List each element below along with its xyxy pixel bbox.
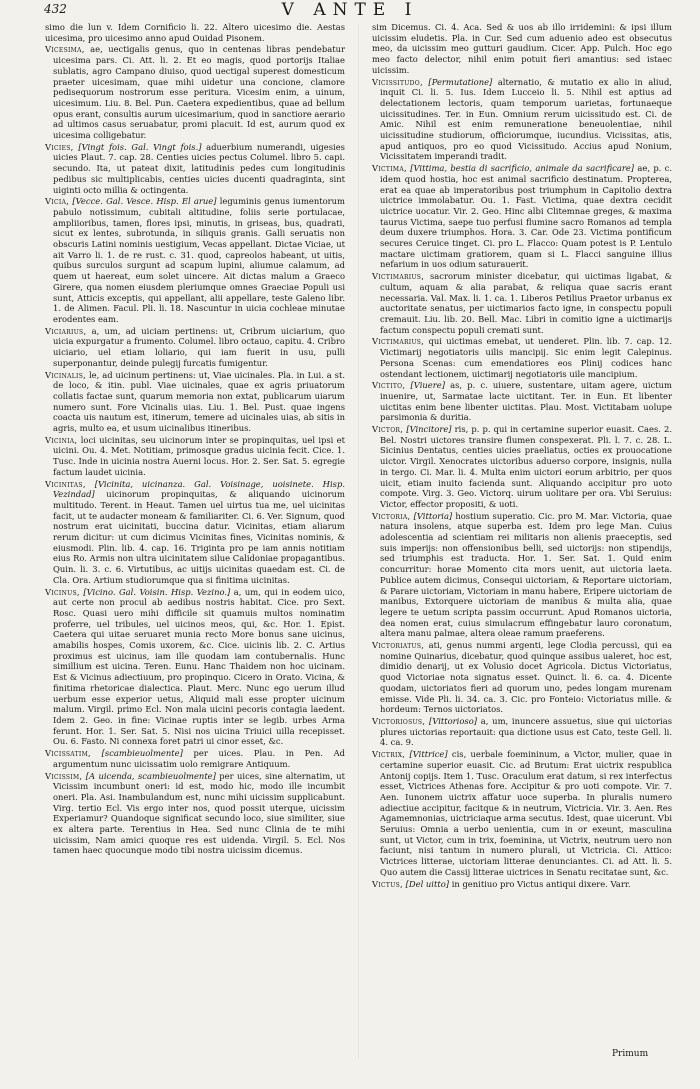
entry-translation: [Vittorioso]	[429, 716, 477, 726]
entry-body: ris, p. p. qui in certamine superior euasit. Caes. 2. Bel. Nostri uictores transire flumen conspexerat. Pli. l. 7. c. 28. L. Sicinius Dentatus, centies uicies praeliatus, octies ex prouocatione uictor. Virgil. Xenocrates uictoribus aduerso corpore, insignis, nulla in tergo. Ci. Mar. li. 4. Multa enim uictori eorum arbitrio, per quos uicit, etiam inuito facienda sunt. Aliquando accipitur pro uoto compote. Virg. 3. Geo. Victorq. uirum uolitare per ora. Vbi Seruius: Victor, effector propositi, & uoti.	[380, 424, 672, 509]
entry-headword: Vicinalis,	[45, 369, 87, 380]
entry-body: in genitiuo pro Victus antiqui dixere. Varr.	[451, 878, 631, 889]
entry-translation: [Vittoria]	[413, 510, 453, 521]
entry-body: ae, p. c. idem quod hostia, hoc est animal sacrificio destinatum. Propterea, erat ea quae ab imperatoribus post triumphum in Capitolio dextra uictrice immolabatur. Ou. 1. Fast. Victima, quae dextra cecidit uictrice uocatur. Vir. 2. Geo. Hinc albi Clitemnae greges, & maxima taurus Victima, saepe tuo perfusi flumine sacro Romanos ad templa deum duxere triumphos. Hora. 3. Car. Ode 23. Victima pontificum secures Ceruice tinget. Ci. pro L. Flacco: Quam potest is P. Lentulo mactare uictimam gratiorem, quam si L. Flacci sanguine illius nefarium in uos odium saturauerit.	[380, 163, 672, 270]
entry-translation: [Viuere]	[410, 380, 445, 391]
entry-translation: [Vittima, bestia di sacrificio, animale da sacrificare]	[410, 163, 635, 174]
right-column	[372, 22, 672, 1062]
entry-body: le, ad uicinum pertinens: ut, Viae uicinales. Pla. in Lui. a st. de loco, & itin. publ. Viae uicinales, quae ex agris priuatorum collatis factae sunt, quarum memoria non extat, publicarum uiarum numero sunt. Fore Vicinalis uias. Liu. 1. Bel. Pust. quae ingens coacta uis nautum est, itinerum, temere ad uicinales uias, ab sitis in agris, multo ea, et usum uicinalibus itineribus.	[53, 369, 345, 434]
entry-headword: Victrix,	[372, 749, 406, 760]
entry-body: simo die lun v. Idem Cornificio li. 22. Altero uicesimo die. Aestas uicesima, pro uicesimo anno apud Ouidad Pisonem.	[45, 22, 345, 43]
dictionary-entry	[45, 370, 345, 434]
entry-translation: [Permutatione]	[428, 76, 493, 87]
dictionary-entry	[45, 435, 345, 478]
entry-body: sim Dicemus. Ci. 4. Aca. Sed & uos ab illo irridemini: & ipsi illum uicissim eludetis. Pla. in Cur. Sed cum aduenio adeo est obsecutus meo, da uicissim meo gutturi gaudium. Cicer. App. Pulch. Hoc ego meo facto delector, nihil enim potuit fieri amantius: sed istaec uicissim.	[372, 22, 672, 75]
entry-body: per uices. Plau. in Pen. Ad argumentum nunc uicissatim uolo remigrare Antiquum.	[53, 748, 345, 769]
running-head: V ANTE I	[281, 0, 419, 20]
entry-translation: [Del uitto]	[405, 878, 450, 889]
entry-body: a, um, inuncere assuetus, siue qui uictorias plures uictorias reportauit: qua dictione usus est Cato, teste Gell. li. 4. ca. 9.	[380, 716, 672, 748]
entry-translation: [A uicenda, scambieuolmente]	[85, 770, 216, 781]
entry-headword: Vicissitudo,	[372, 76, 423, 87]
entry-translation: [scambieuolmente]	[101, 748, 183, 759]
entry-body: hostium superatio. Cic. pro M. Mar. Victoria, quae natura insolens, atque superba est. Idem pro lege Man. Cuius adolescentia ad scientiam rei militaris non alienis praeceptis, sed suis imperijs: non offensionibus belli, sed uictorijs: non stipendijs, sed triumphis est traducta. Hor. 1. Ser. Sat. 1. Quid enim concurritur: horae Momento cita mors uenit, aut uictoria laeta. Publice autem dicimus, Consequi uictoriam, & Reportare uictoriam, & Parare uictoriam, Victoriam in manu habere, Eripere uictoriam de manibus, Extorquere uictoriam de manibus & multa alia, quae legere te uetum scripta passim occurrunt. Apud Romanos uictoria, dea nomen erat, cuius simulacrum effingebatur lauro coronatum, altera manu palmae, altera oleae ramum praeferens.	[380, 510, 672, 639]
entry-translation: [Vittrice]	[409, 749, 448, 760]
entry-body: leguminis genus iumentorum pabulo notissimum, cubitali altitudine, foliis serie portulacae, ampliioribus, tamen, flores ipsi, minutis, in griseas, bus, quadrati, sicut ex lentes, subrotunda, in siliquis granis. Galli seruatis non obscuris Latini nominis uestigium, Vecas appellant. Dictae Viciae, ut ait Varro li. 1. de re rust. c. 31. quod, capreolos habeant, ut uitis, quibus surculos surgunt ad scapum lupini, aliumue calamum, ad quem ut haereat, eum solet uincere. Ait dictas malum a Graeco Girere, qua nomen eiusdem pleriumque omnes Graeciae Populi usi sunt, Atticis exceptis, qui appellant, alii appellare, teste Galeno libr. 1. de Alimen. Facul. Pli. li. 18. Nascuntur in uicia cochleae minutae erodentes eam.	[53, 196, 345, 324]
entry-body: ae, uectigalis genus, quo in centenas libras pendebatur uicesima pars. Ci. Att. li. 2. Et eo magis, quod portorijs Italiae sublatis, agro Campano diuiso, quod uectigal superest domesticum praeter uicesimam, quae mihi uidetur una concione, clamore pedisequorum nostrorum esse peritura. Vicesim enim, a uinum, uicesimum. Liu. 8. Bel. Pun. Caetera expedientibus, quae ad bellum opus erant, consultis aurum uicesimarium, quod in sanctiore aerario ad ultimos casus seruabatur, promi placuit. Id est, aurum quod ex uicesima colligebatur.	[53, 44, 345, 141]
entry-headword: Vicinus,	[45, 586, 80, 597]
entry-translation: [Vicino. Gal. Voisin. Hisp. Vezino.]	[83, 586, 231, 597]
entry-headword: Vicinia,	[45, 434, 78, 445]
entry-headword: Vicinitas,	[45, 478, 86, 489]
dictionary-entry	[45, 196, 345, 324]
entry-headword: Victoriatus,	[372, 640, 425, 651]
entry-headword: Vicesima,	[45, 44, 85, 55]
entry-body: qui uictimas emebat, ut uenderet. Plin. lib. 7. cap. 12. Victimarij negotiatoris uilis mancipij. Sic enim legit Calepinus. Persona Scenas: cum emendatiores eos Plinij codices hanc ostendant lectionem, uictimarij negotiatoris uile mancipium.	[380, 336, 672, 379]
entry-headword: Victito,	[372, 380, 406, 391]
entry-body: a, um, qui in eodem uico, aut certe non procul ab aedibus nostris habitat. Cice. pro Sext. Rosc. Quasi uero mihi difficile sit quamuis multos nominatim proferre, uel tribules, uel uicinos meos, qui, &c. Hor. 1. Epist. Caetera qui uitae seruaret munia recto More bonus sane uicinus, amabilis hospes, Comis uxorem, &c. Cice. uicinis lib. 2. C. Artius proximus est uicinus, iam ille quodam iam contubernalis. Hunc simillium est uicina. Teren. Eunu. Hanc Thaidem non hoc uicinam. Est & Vicinus adiectiuum, pro propinquo. Cicero in Orato. Vicina, & finitima rhetoricae dialectica. Plaut. Merc. Nunc ego uerum illud uerbum esse experior uetus, Aliquid mali esse propter uicinum malum. Virgil. primo Ecl. Non mala uicini pecoris contagia laedent. Idem 2. Geo. in fine: Vicinae ruptis inter se legib. urbes Arma ferunt. Hor. 1. Ser. Sat. 5. Nisi nos uicina Triuici uilla recepisset. Ou. 6. Fasto. Ni connexa foret patri ui cinor esset, &c.	[53, 586, 345, 747]
dictionary-entry	[45, 771, 345, 857]
column-gutter	[358, 24, 359, 1059]
entry-headword: Vicissatim,	[45, 748, 91, 759]
entry-body: uicinorum propinquitas, & aliquando uicinorum multitudo. Terent. in Heaut. Tamen uel uirtus tua me, uel uicinitas facit, ut te audacter moneam & familiariter. Ci. 6. Ver. Signum, quod nostrum erat uicinitati, buccina datur. Vicinitas, etiam aliarum rerum dicitur: ut cum dicimus Vicinitas fines, Vicinitas nominis, & eiusmodi. Plin. lib. 4. cap. 16. Triginta pro pe iam annis notitiam eius Ro. Armis non ultra uicinitatem silue Calidoniae propagantibus. Quin. li. 3. c. 6. Virtutibus, ac uitijs uicinitas quaedam est. Ci. de Cla. Ora. Artium studiorumque qua si finitima uicinitas.	[53, 489, 345, 585]
entry-headword: Victimarius,	[372, 271, 425, 282]
dictionary-entry	[372, 380, 672, 423]
entry-headword: Victoria,	[372, 510, 411, 521]
entry-headword: Victimarius,	[372, 336, 425, 347]
dictionary-entry	[372, 716, 672, 748]
entry-headword: Vicissim,	[45, 770, 83, 781]
dictionary-entry	[45, 748, 345, 769]
dictionary-entry	[372, 424, 672, 510]
dictionary-entry	[45, 326, 345, 369]
entry-body: a, um, ad uiciam pertinens: ut, Cribrum uiciarium, quo uicia expurgatur a frumento. Columel. libro octauo, capitu. 4. Cribro uiciario, uel etiam loliario, qui iam fuerit in usu, pulli superponantur, deinde pulegij furcatis fumigentur.	[53, 325, 345, 368]
dictionary-entry	[372, 163, 672, 270]
entry-headword: Victus,	[372, 878, 403, 889]
left-column	[45, 22, 345, 1062]
entry-headword: Vicies,	[45, 141, 74, 152]
entry-translation: [Vecce. Gal. Vesce. Hisp. El arue]	[72, 196, 217, 207]
dictionary-entry	[372, 749, 672, 877]
dictionary-entry	[45, 44, 345, 140]
entry-translation: [Vingt fois. Gal. Vingt fois.]	[78, 141, 202, 152]
entry-body: sacrorum minister dicebatur, qui uictimas ligabat, & cultum, aquam & alia parabat, & reliqua quae sacris erant necessaria. Val. Max. li. 1. ca. 1. Liberos Petilius Praetor urbanus ex auctoritate senatus, per uictimarios facto igne, in conspectu populi cremauit. Liu. lib. 20. Bell. Mac. Libri in comitio igne a uictimarijs factum conspectu populi cremati sunt.	[380, 271, 672, 335]
dictionary-entry	[45, 587, 345, 748]
dictionary-entry	[45, 142, 345, 196]
page-number: 432	[44, 2, 67, 16]
dictionary-entry	[372, 336, 672, 379]
dictionary-entry	[372, 271, 672, 335]
catchword: Primum	[612, 1049, 649, 1059]
entry-headword: Victor,	[372, 424, 404, 435]
entry-translation: [Vicinita, uicinanza. Gal. Voisinage, uoisinete. Hisp. Vezindad]	[53, 478, 345, 500]
entry-headword: Victima,	[372, 163, 407, 174]
dictionary-entry	[372, 640, 672, 715]
entry-body: loci uicinitas, seu uicinorum inter se propinquitas, uel ipsi et uicini. Ou. 4. Met. Notitiam, primosque gradus uicinia fecit. Cice. 1. Tusc. Inde in uicinia nostra Auerni locus. Hor. 2. Ser. Sat. 5. egregie factum laudet uicinia.	[53, 434, 345, 477]
entry-body: aduerbium numerandi, uigesies uicies Plaut. 7. cap. 28. Centies uicies pectus Columel. libro 5. capi. secundo. Ita, ut pateat dixit, latitudinis pedes cum longitudinis pedibus sic multiplicabis, centies uicies ducenti quadraginta, sint uiginti octo millia & octingenta.	[53, 141, 345, 195]
entry-headword: Viciarius,	[45, 325, 87, 336]
dictionary-entry	[372, 22, 672, 76]
entry-headword: Victoriosus,	[372, 716, 426, 726]
entry-body: as, p. c. uiuere, sustentare, uitam agere, uictum inuenire, ut, Sarmatae lacte uictitant. Ter. in Eun. Et libenter uictitas enim bene libenter uictitas. Plau. Most. Victitabam uolupe parsimonia & duritia.	[380, 380, 672, 423]
dictionary-entry	[372, 77, 672, 163]
entry-body: cis, uerbale foemininum, a Victor, mulier, quae in certamine superior euasit. Cic. ad Brutum: Erat uictrix respublica Antonij copijs. Item 1. Tusc. Oraculum erat datum, si rex interfectus esset, Victrices Athenas fore. Accipitur & pro uoti compote. Vir. 7. Aen. Iunonem uictrix affatur uoce superba. In pluralis numero adiectiue accipitur, facitque & in neutrum, Victricia. Vir. 3. Aen. Res Agamemnonias, uictriciaque arma secutus. Idest, quae uicerunt. Vbi Seruius: Omnia a uerbo uenientia, cum in or exeunt, masculina sunt, ut Victor, cum in trix, foeminina, ut Victrix, neutrum uero non faciunt, nisi tantum in numero plurali, ut Victricia. Ci. Attico: Victrices litterae, uictoriam litterae denunciantes. Ci. ad Att. li. 5. Quo autem die Cassij litterae uictrices in Senatu recitatae sunt, &c.	[380, 749, 672, 877]
dictionary-entry	[45, 22, 345, 43]
entry-body: ati, genus nummi argenti, lege Clodia percussi, qui ea nomine Quinarius, dicebatur, quod quinque assibus ualeret, hoc est, dimidio denarij, ut ex Volusio docet Agricola. Dictus Victoriatus, quod Victoriae nota signatus esset. Quinct. li. 6. ca. 4. Dicente quodam, uictoriatos fieri ad quorum uno, pedes longam murenam emisse. Vide Pli. li. 34. ca. 3. Cic. pro Fonteio: Victoriatus mille. & hordeum: Ternos uictoriatos.	[380, 640, 672, 715]
dictionary-entry	[372, 511, 672, 639]
dictionary-entry	[372, 879, 672, 890]
entry-headword: Vicia,	[45, 196, 70, 207]
dictionary-entry	[45, 479, 345, 586]
entry-body: alternatio, & mutatio ex alio in aliud, inquit Ci. li. 5. Ius. Idem Lucceio li. 5. Nihil est aptius ad delectationem lectoris, quam temporum uarietas, fortunaeque uicissitudines. Ter. in Eun. Omnium rerum uicissitudo est. Ci. de Amic. Nihil est enim remuneratione beneuolentiae, nihil uicissitudine studiorum, officiorumque, iucundius. Vicissitas, atis, apud antiquos, pro eo quod Vicissitudo. Accius apud Nonium, Vicissitatem imperandi tradit.	[380, 76, 672, 162]
entry-translation: [Vincitore]	[406, 424, 452, 435]
entry-body: per uices, sine alternatim, ut Vicissim incumbunt oneri: id est, modo hic, modo ille incumbit oneri. Pla. Asi. Inambulandum est, nunc mihi uicissim supplicabunt. Virg. tertio Ecl. Vis ergo inter nos, quod possit uterque, uicissim Experiamur? Quandoque significat secundo loco, siue similiter, siue ex altera parte. Terentius in Hea. Sed nunc Clinia de te mihi uicissim, Nam amici quoque res est uidenda. Virgil. 5. Ecl. Nos tamen haec quocunque modo tibi nostra uicissim dicemus.	[53, 770, 345, 856]
